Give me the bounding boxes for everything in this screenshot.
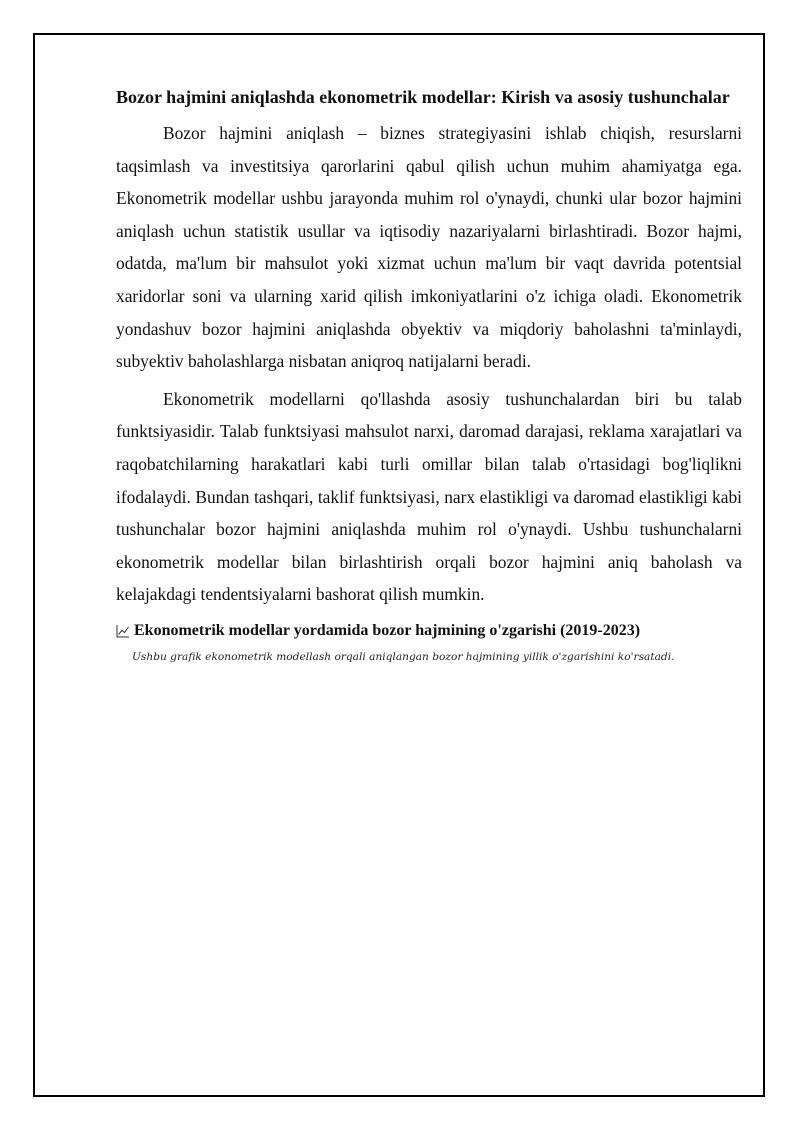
paragraph-1: Bozor hajmini aniqlash – biznes strategiyasini ishlab chiqish, resurslarni taqsimlash va investitsiya qarorlarini qabul qilish uchun muhim ahamiyatga ega. Ekonometrik modellar ushbu jarayonda muhim rol o'ynaydi, chunki ular bozor hajmini aniqlash uchun statistik usullar va iqtisodiy nazariyalarni birlashtiradi. Bozor hajmi, odatda, ma'lum bir mahsulot yoki xizmat uchun ma'lum bir vaqt davrida potentsial xaridorlar soni va ularning xarid qilish imkoniyatlarini o'z ichiga oladi. Ekonometrik yondashuv bozor hajmini aniqlashda obyektiv va miqdoriy baholashni ta'minlaydi, subyektiv baholashlarga nisbatan aniqroq natijalarni beradi. bbox=[116, 123, 742, 372]
figure-title bbox=[116, 621, 742, 641]
figure-caption: Ushbu grafik ekonometrik modellash orqali aniqlangan bozor hajmining yillik o'zgarishini ko'rsatadi. bbox=[132, 650, 675, 663]
figure-title-text: Ekonometrik modellar yordamida bozor hajmining o'zgarishi (2019-2023) bbox=[134, 621, 641, 639]
paragraph-2: Ekonometrik modellarni qo'llashda asosiy tushunchalardan biri bu talab funktsiyasidir. Talab funktsiyasi mahsulot narxi, daromad darajasi, reklama xarajatlari va raqobatchilarning harakatlari kabi turli omillar bilan talab o'rtasidagi bog'liqlikni ifodalaydi. Bundan tashqari, taklif funktsiyasi, narx elastikligi va daromad elastikligi kabi tushunchalar bozor hajmini aniqlashda muhim rol o'ynaydi. Ushbu tushunchalarni ekonometrik modellar bilan birlashtirish orqali bozor hajmini aniq baholash va kelajakdagi tendentsiyalarni bashorat qilish mumkin. bbox=[116, 388, 742, 605]
section-heading: Bozor hajmini aniqlashda ekonometrik modellar: Kirish va asosiy tushunchalar bbox=[116, 87, 730, 107]
document-body bbox=[116, 86, 742, 664]
line-chart-icon bbox=[116, 624, 130, 638]
